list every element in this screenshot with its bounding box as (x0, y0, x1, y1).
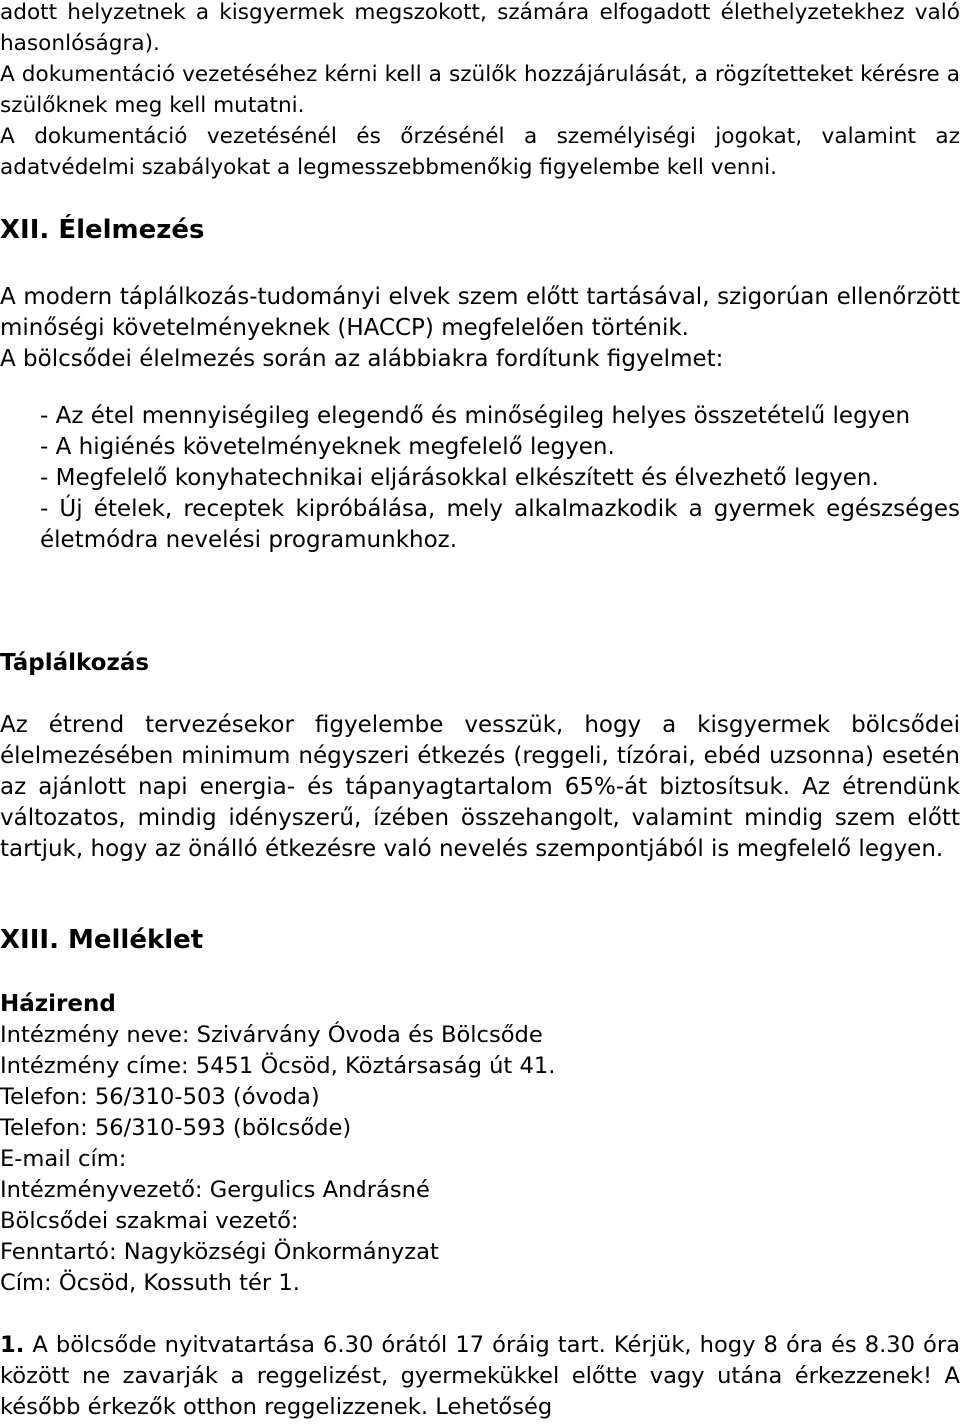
section-12-body (0, 282, 960, 375)
section-12-paragraph-1: A modern táplálkozás-tudományi elvek szem előtt tartásával, szigorúan ellenőrzött minőségi követelményeknek (HACCP) megfelelően történik. (0, 284, 960, 341)
phone-kindergarten: Telefon: 56/310-503 (óvoda) (0, 1084, 320, 1110)
phone-nursery: Telefon: 56/310-593 (bölcsőde) (0, 1115, 352, 1141)
nutrition-paragraph-wrap (0, 710, 960, 865)
list-item-3: - Megfelelő konyhatechnikai eljárásokkal elkészített és élvezhető legyen. (40, 465, 879, 491)
list-item-4: - Új ételek, receptek kipróbálása, mely alkalmazkodik a gyermek egészséges életmódra nevelési programunkhoz. (40, 496, 960, 553)
nutrition-paragraph: Az étrend tervezésekor figyelembe vesszük, hogy a kisgyermek bölcsődei élelmezésében minimum négyszeri étkezés (reggeli, tízórai, ebéd uzsonna) esetén az ajánlott napi energia- és tápanyagtartalom 65%-át biztosítsuk. Az étrendünk változatos, mindig idényszerű, ízében összehangolt, valamint mindig szem előtt tartjuk, hogy az önálló étkezésre való nevelés szempontjából is megfelelő legyen. (0, 712, 960, 862)
nutrition-subheading: Táplálkozás (0, 650, 150, 676)
list-item-2: - A higiénés követelményeknek megfelelő legyen. (40, 434, 615, 460)
nutrition-criteria-list (40, 401, 960, 556)
institution-name: Intézmény neve: Szivárvány Óvoda és Bölcsőde (0, 1022, 543, 1048)
list-item-1: - Az étel mennyiségileg elegendő és minőségileg helyes összetételű legyen (40, 403, 911, 429)
maintainer: Fenntartó: Nagyközségi Önkormányzat (0, 1239, 439, 1265)
opening-hours-number: 1. (0, 1332, 25, 1358)
section-13-heading: XIII. Melléklet (0, 925, 204, 955)
intro-paragraphs (0, 0, 960, 183)
institution-info (0, 1020, 960, 1299)
intro-paragraph-3: A dokumentáció vezetésénél és őrzésénél a személyiségi jogokat, valamint az adatvédelmi szabályokat a legmesszebbmenőkig figyelembe kell venni. (0, 124, 960, 180)
opening-hours-paragraph (0, 1330, 960, 1423)
section-12-paragraph-2: A bölcsődei élelmezés során az alábbiakra fordítunk figyelmet: (0, 346, 724, 372)
opening-hours-text: A bölcsőde nyitvatartása 6.30 órától 17 óráig tart. Kérjük, hogy 8 óra és 8.30 óra között ne zavarják a reggelizést, gyermekükkel előtte vagy utána érkezzenek! A később érkezők otthon reggelizzenek. Lehetőség (0, 1332, 960, 1420)
institution-address: Intézmény címe: 5451 Öcsöd, Köztársaság út 41. (0, 1053, 556, 1079)
maintainer-address: Cím: Öcsöd, Kossuth tér 1. (0, 1270, 300, 1296)
institution-head: Intézményvezető: Gergulics Andrásné (0, 1177, 430, 1203)
email: E-mail cím: (0, 1146, 127, 1172)
section-12-heading: XII. Élelmezés (0, 215, 205, 245)
opening-hours-wrap (0, 1330, 960, 1423)
intro-paragraph-2: A dokumentáció vezetéséhez kérni kell a szülők hozzájárulását, a rögzítetteket kérésre a szülőknek meg kell mutatni. (0, 62, 960, 118)
house-rules-subheading: Házirend (0, 991, 116, 1017)
nursery-professional-head: Bölcsődei szakmai vezető: (0, 1208, 299, 1234)
intro-paragraph-1: adott helyzetnek a kisgyermek megszokott, számára elfogadott élethelyzetekhez való hasonlóságra). (0, 0, 960, 56)
